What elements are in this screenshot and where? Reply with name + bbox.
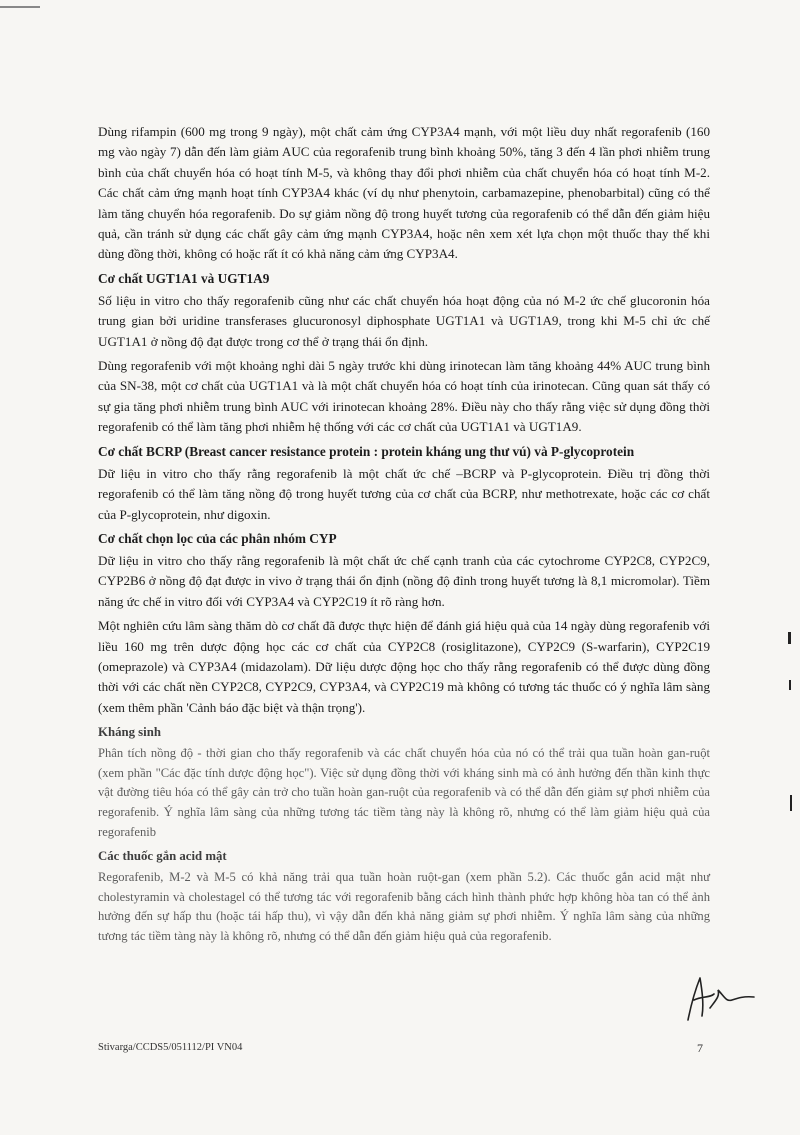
- document-code: Stivarga/CCDS5/051112/PI VN04: [98, 1042, 243, 1053]
- page-number: 7: [697, 1041, 703, 1055]
- section-heading: Các thuốc gắn acid mật: [98, 849, 227, 864]
- paragraph: Số liệu in vitro cho thấy regorafenib cũng như các chất chuyển hóa hoạt động của nó M-2 ức chế glucoronin hóa trung gian bởi uridine transferases glucuronosyl diphosphate UGT1A1 và UGT1A9, trong khi M-5 chỉ ức chế UGT1A1 ở nồng độ đạt được trong cơ thể ở trạng thái ổn định.: [98, 292, 710, 349]
- section-bile-acid: [98, 846, 710, 946]
- section-heading: Cơ chất BCRP (Breast cancer resistance protein : protein kháng ung thư vú) và P-glycoprotein: [98, 443, 635, 459]
- section-heading: Cơ chất chọn lọc của các phân nhóm CYP: [98, 530, 337, 546]
- signature-mark: [680, 970, 760, 1030]
- paragraph: Regorafenib, M-2 và M-5 có khả năng trải qua tuần hoàn ruột-gan (xem phần 5.2). Các thuốc gắn acid mật như cholestyramin và cholestagel có thể tương tác với regorafenib bằng cách hình thành phức hợp không hòa tan có thể ảnh hưởng đến sự hấp thu (hoặc tái hấp thu), vì vậy dẫn đến khả năng giảm sự phơi nhiễm. Ý nghĩa lâm sàng của những tương tác tiềm tàng này là không rõ, nhưng có thể dẫn đến giảm hiệu quả của regorafenib.: [98, 870, 710, 943]
- section-ugt: [98, 269, 710, 438]
- paragraph: Dữ liệu in vitro cho thấy rằng regorafenib là một chất ức chế –BCRP và P-glycoprotein. Điều trị đồng thời regorafenib có thể làm tăng nồng độ trong huyết tương của cơ chất của BCRP, như methotrexate, hoặc các cơ chất của P-glycoprotein, như digoxin.: [98, 465, 710, 522]
- section-heading: Kháng sinh: [98, 725, 161, 740]
- scan-edge-mark: [788, 632, 791, 644]
- section-antibiotics: [98, 722, 710, 842]
- section-cyp: [98, 529, 710, 718]
- paragraph: Một nghiên cứu lâm sàng thăm dò cơ chất đã được thực hiện để đánh giá hiệu quả của 14 ngày dùng regorafenib với liều 160 mg trên dược động học các cơ chất của CYP2C8 (rosiglitazone), CYP2C9 (S-warfarin), CYP2C19 (omeprazole) và CYP3A4 (midazolam). Dữ liệu dược động học cho thấy rằng regorafenib có thể được dùng đồng thời với các chất nền CYP2C8, CYP2C9, CYP3A4, và CYP2C19 mà không có tương tác thuốc có ý nghĩa lâm sàng (xem thêm phần 'Cảnh báo đặc biệt và thận trọng').: [98, 618, 710, 715]
- scan-edge-mark: [789, 680, 791, 690]
- section-heading: Cơ chất UGT1A1 và UGT1A9: [98, 270, 270, 286]
- paragraph: Dùng regorafenib với một khoảng nghỉ dài 5 ngày trước khi dùng irinotecan làm tăng khoảng 44% AUC trung bình của SN-38, một cơ chất của UGT1A1 và là một chất chuyển hóa có hoạt tính của irinotecan. Cũng quan sát thấy có sự gia tăng phơi nhiễm trung bình AUC với irinotecan khoảng 28%. Điều này cho thấy rằng việc sử dụng đồng thời regorafenib có thể làm tăng phơi nhiễm hệ thống với các cơ chất của UGT1A1 và UGT1A9.: [98, 358, 710, 435]
- section-bcrp: [98, 442, 710, 525]
- scan-edge-mark: [790, 795, 792, 811]
- paragraph: Phân tích nồng độ - thời gian cho thấy regorafenib và các chất chuyển hóa của nó có thể trải qua tuần hoàn gan-ruột (xem phần "Các đặc tính dược động học"). Việc sử dụng đồng thời với kháng sinh mà có ảnh hưởng đến thần kinh thực vật đường tiêu hóa có thể gây cản trở cho tuần hoàn gan-ruột của regorafenib và có thể dẫn đến giảm sự phơi nhiễm của regorafenib. Ý nghĩa lâm sàng của những tương tác tiềm tàng này là không rõ, nhưng có thể làm giảm hiệu quả của regorafenib: [98, 746, 710, 839]
- document-body: [98, 122, 710, 951]
- scan-edge-mark: [0, 6, 40, 8]
- paragraph: Dữ liệu in vitro cho thấy rằng regorafenib là một chất ức chế cạnh tranh của các cytochrome CYP2C8, CYP2C9, CYP2B6 ở nồng độ đạt được in vivo ở trạng thái ổn định (nồng độ đỉnh trong huyết tương là 8,1 micromolar). Tiềm năng ức chế in vitro đối với CYP3A4 và CYP2C19 ít rõ ràng hơn.: [98, 552, 710, 609]
- paragraph-rifampin: Dùng rifampin (600 mg trong 9 ngày), một chất cảm ứng CYP3A4 mạnh, với một liều duy nhất regorafenib (160 mg vào ngày 7) dẫn đến làm giảm AUC của regorafenib trung bình khoảng 50%, tăng 3 đến 4 lần phơi nhiễm trung bình của chất chuyển hóa có hoạt tính M-5, và không thay đổi phơi nhiễm của chất chuyển hóa có hoạt tính M-2. Các chất cảm ứng mạnh hoạt tính CYP3A4 khác (ví dụ như phenytoin, carbamazepine, phenobarbital) cũng có thể làm tăng chuyển hóa regorafenib. Do sự giảm nồng độ trong huyết tương của regorafenib có thể dẫn đến giảm hiệu quả, cần tránh sử dụng các chất gây cảm ứng mạnh CYP3A4, hoặc nên xem xét lựa chọn một thuốc thay thế khi dùng đồng thời, không có hoặc rất ít có khả năng cảm ứng CYP3A4.: [98, 124, 710, 262]
